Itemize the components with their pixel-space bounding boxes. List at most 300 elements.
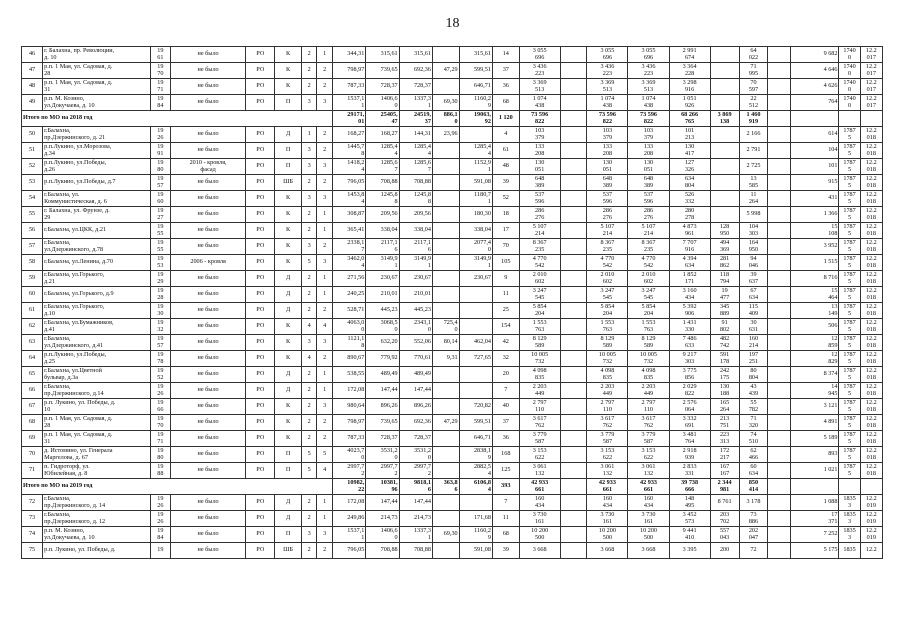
table-cell: 3 (317, 159, 333, 175)
table-cell: 19 84 (150, 527, 170, 543)
table-cell: 3 668 (519, 543, 560, 559)
table-cell: 130 417 (669, 143, 710, 159)
table-cell: 200 (710, 543, 739, 559)
table-cell (768, 207, 790, 223)
table-cell: 1835 3 (839, 527, 860, 543)
total-cell: 39 738 666 (669, 479, 710, 495)
table-cell (432, 511, 459, 527)
table-cell: 19 84 (150, 95, 170, 111)
table-cell: 12.2 017 (860, 95, 882, 111)
table-cell: 154 (492, 319, 519, 335)
table-cell: РО (246, 511, 275, 527)
table-cell: 69,30 (432, 95, 459, 111)
table-cell: 3 298 916 (669, 79, 710, 95)
table-cell (710, 159, 739, 175)
table-cell: 125 (492, 463, 519, 479)
table-cell: 74 (22, 527, 43, 543)
table-cell (432, 175, 459, 191)
table-cell: 9 441 410 (669, 527, 710, 543)
table-cell: 1 553 763 (628, 319, 669, 335)
table-cell: 2 (301, 175, 317, 191)
table-cell: К (275, 79, 302, 95)
table-cell: 63 (22, 335, 43, 351)
table-cell: 3 779 587 (628, 431, 669, 447)
table-cell: 12.2 018 (860, 223, 882, 239)
table-row (22, 351, 883, 367)
address-cell: р.п. 1 Мая, ул. Садовая, д. 28 (43, 415, 151, 431)
table-cell (768, 175, 790, 191)
table-cell: ШБ (275, 543, 302, 559)
table-cell: 19 71 (150, 431, 170, 447)
table-cell: 2006 - кровля (170, 255, 246, 271)
table-cell: 286 276 (519, 207, 560, 223)
total-cell (839, 111, 860, 127)
table-cell: 133 208 (519, 143, 560, 159)
table-cell: Д (275, 127, 302, 143)
address-cell: р.п. 1 Мая, ул. Садовая, д. 31 (43, 431, 151, 447)
table-cell: 12.2 017 (860, 47, 882, 63)
table-cell: Д (275, 271, 302, 287)
table-cell: 1787 5 (839, 431, 860, 447)
table-cell: 1787 5 (839, 127, 860, 143)
address-cell: г.Балахна, пр.Дзержинского, д. 12 (43, 511, 151, 527)
table-cell: 728,37 (399, 79, 432, 95)
total-cell (790, 111, 839, 127)
address-cell: г. Балахна, ул. Фрунзе, д. 29 (43, 207, 151, 223)
table-cell: 74 510 (739, 431, 768, 447)
table-cell: 128 950 (710, 223, 739, 239)
table-cell: 249,86 (332, 511, 365, 527)
table-cell: 2997,7 2 (399, 463, 432, 479)
table-cell: 980,64 (332, 399, 365, 415)
table-cell: 4 (301, 351, 317, 367)
table-cell: РО (246, 383, 275, 399)
total-label: Итого по МО на 2019 год (22, 479, 333, 495)
table-cell: 338,04 (459, 223, 492, 239)
table-cell: 11 264 (739, 191, 768, 207)
table-cell: 12.2 018 (860, 127, 882, 143)
table-cell: 1787 5 (839, 383, 860, 399)
table-cell: 4 (492, 127, 519, 143)
table-cell: 1787 5 (839, 319, 860, 335)
table-cell: 7 252 (790, 527, 839, 543)
table-cell: П (275, 527, 302, 543)
table-cell: 648 389 (519, 175, 560, 191)
table-cell (432, 47, 459, 63)
table-row (22, 127, 883, 143)
table-row (22, 399, 883, 415)
table-cell: 3 055 696 (587, 47, 628, 63)
table-cell: 8 374 (790, 367, 839, 383)
table-cell: 55 (22, 207, 43, 223)
table-cell: 7 (492, 495, 519, 511)
table-cell: 896,26 (399, 399, 432, 415)
table-cell: 2 203 449 (587, 383, 628, 399)
table-cell: 3531,2 0 (366, 447, 399, 463)
table-cell: не было (170, 63, 246, 79)
table-cell: 915 (790, 175, 839, 191)
table-cell: 2 (301, 287, 317, 303)
table-cell: 19 91 (150, 143, 170, 159)
table-cell: 552,06 (399, 335, 432, 351)
total-cell (860, 111, 882, 127)
table-cell (560, 511, 587, 527)
total-cell: 73 596 822 (628, 111, 669, 127)
table-cell: 2 203 449 (519, 383, 560, 399)
table-cell: 13 585 (739, 175, 768, 191)
table-cell: 23,96 (432, 127, 459, 143)
table-cell: 130 051 (587, 159, 628, 175)
total-cell (839, 479, 860, 495)
table-cell: 172 217 (710, 447, 739, 463)
table-cell: 1787 5 (839, 207, 860, 223)
table-cell: 104 (790, 143, 839, 159)
table-cell: 2 (301, 79, 317, 95)
table-cell: 2 991 674 (669, 47, 710, 63)
table-cell: 130 051 (628, 159, 669, 175)
table-cell: РО (246, 239, 275, 255)
table-cell: 12.2 018 (860, 303, 882, 319)
table-cell: не было (170, 95, 246, 111)
table-cell (560, 95, 587, 111)
table-cell: 3 (317, 399, 333, 415)
table-cell: 315,61 (366, 47, 399, 63)
table-cell: 5 175 (790, 543, 839, 559)
table-cell: 720,82 (459, 399, 492, 415)
table-cell: 68 (492, 95, 519, 111)
table-cell: 68 (22, 415, 43, 431)
table-cell: 73 886 (739, 511, 768, 527)
table-cell: 19 27 (150, 207, 170, 223)
table-cell: 1152,9 1 (459, 159, 492, 175)
table-cell: 1835 3 (839, 495, 860, 511)
table-cell: 60 (22, 287, 43, 303)
table-cell: 728,37 (399, 431, 432, 447)
table-cell: 2 797 110 (587, 399, 628, 415)
table-cell: 8 129 589 (587, 335, 628, 351)
table-cell: П (275, 447, 302, 463)
address-cell: г.Балахна, ул.Дзержинского, д.78 (43, 239, 151, 255)
table-cell: 7 (492, 383, 519, 399)
table-cell: 3 055 696 (628, 47, 669, 63)
table-cell: 12.2 017 (860, 63, 882, 79)
table-cell (560, 191, 587, 207)
table-cell: не было (170, 415, 246, 431)
table-cell: 10 005 732 (587, 351, 628, 367)
table-cell: 7 486 633 (669, 335, 710, 351)
table-cell: 2 (301, 399, 317, 415)
table-cell: 12.2 018 (860, 383, 882, 399)
address-cell: г.Балахна, ул. Коммунистическая, д. 6 (43, 191, 151, 207)
table-cell: не было (170, 447, 246, 463)
table-cell: 591 178 (710, 351, 739, 367)
table-cell: 2882,5 4 (459, 463, 492, 479)
table-cell: 308,87 (332, 207, 365, 223)
table-cell: 3 178 (739, 495, 768, 511)
table-cell: РО (246, 319, 275, 335)
table-cell: 12.2 018 (860, 159, 882, 175)
table-cell: 19 66 (150, 399, 170, 415)
total-cell: 19063, 92 (459, 111, 492, 127)
table-cell: 3 436 223 (587, 63, 628, 79)
address-cell: р.п. Лукино, ул. Победы, д. (43, 543, 151, 559)
table-row (22, 495, 883, 511)
table-cell: 19 57 (150, 335, 170, 351)
table-cell: 344,31 (332, 47, 365, 63)
total-cell: 1 460 919 (739, 111, 768, 127)
total-cell (860, 479, 882, 495)
table-cell (710, 127, 739, 143)
table-cell (459, 127, 492, 143)
table-cell: 2 (301, 383, 317, 399)
table-cell (459, 319, 492, 335)
table-cell: 3 332 691 (669, 415, 710, 431)
table-cell: 9 (492, 271, 519, 287)
table-row (22, 543, 883, 559)
table-cell: 3 617 762 (519, 415, 560, 431)
table-cell: 15 464 (790, 287, 839, 303)
table-cell: 3068,5 0 (366, 319, 399, 335)
table-cell: 2 (317, 143, 333, 159)
table-cell: 54 (22, 191, 43, 207)
table-cell: 1 088 (790, 495, 839, 511)
table-cell: 1406,6 0 (366, 527, 399, 543)
address-cell: р.п.Лукино, ул.Победы, д.7 (43, 175, 151, 191)
table-cell: 147,44 (399, 383, 432, 399)
table-cell: 2343,1 0 (399, 319, 432, 335)
table-cell: 1245,8 8 (366, 191, 399, 207)
table-cell: 1 (317, 383, 333, 399)
table-cell: 1245,8 8 (399, 191, 432, 207)
table-cell: 209,56 (399, 207, 432, 223)
table-cell: 19 32 (150, 319, 170, 335)
table-row (22, 367, 883, 383)
table-cell: 3 (317, 255, 333, 271)
table-cell: 890,67 (332, 351, 365, 367)
table-cell: 70 (22, 447, 43, 463)
table-cell: 75 (22, 543, 43, 559)
table-cell: 210,01 (399, 287, 432, 303)
table-cell (768, 431, 790, 447)
table-cell: 286 276 (628, 207, 669, 223)
table-cell: 19 52 (150, 367, 170, 383)
table-cell: РО (246, 351, 275, 367)
table-cell: 3149,9 1 (366, 255, 399, 271)
table-cell (560, 495, 587, 511)
table-cell: РО (246, 95, 275, 111)
table-cell: 3 668 (587, 543, 628, 559)
table-cell: 5 854 204 (519, 303, 560, 319)
table-cell: 893 (790, 447, 839, 463)
address-cell: г.Балахна, пр.Дзержинского, д.14 (43, 383, 151, 399)
table-cell: 2 (301, 511, 317, 527)
table-cell (768, 223, 790, 239)
table-cell: 764 (790, 95, 839, 111)
table-cell: 4 770 542 (519, 255, 560, 271)
total-cell: 9818,1 6 (399, 479, 432, 495)
table-cell: 489,49 (399, 367, 432, 383)
total-cell: 42 933 661 (519, 479, 560, 495)
table-cell: П (275, 159, 302, 175)
table-cell: К (275, 191, 302, 207)
table-cell: 3 (301, 239, 317, 255)
table-cell: не было (170, 399, 246, 415)
table-cell: 1 (301, 127, 317, 143)
total-cell: 393 (492, 479, 519, 495)
table-cell: 72 (22, 495, 43, 511)
table-cell: 3 247 545 (519, 287, 560, 303)
table-cell: 728,37 (366, 79, 399, 95)
table-cell: 798,97 (332, 415, 365, 431)
table-cell: 40 (492, 399, 519, 415)
total-cell (560, 479, 587, 495)
table-cell: 19 60 (150, 191, 170, 207)
table-cell: 19 26 (150, 383, 170, 399)
table-cell (432, 207, 459, 223)
table-cell: 3 247 545 (587, 287, 628, 303)
table-cell: 144,31 (399, 127, 432, 143)
table-cell: РО (246, 207, 275, 223)
table-cell: не было (170, 207, 246, 223)
table-cell: 12 829 (790, 351, 839, 367)
table-cell: 1453,8 4 (332, 191, 365, 207)
table-cell: 12.2 018 (860, 207, 882, 223)
table-cell: 3 668 (628, 543, 669, 559)
table-cell: не было (170, 431, 246, 447)
table-cell: 12.2 019 (860, 495, 882, 511)
table-cell (768, 383, 790, 399)
table-cell: Д (275, 303, 302, 319)
table-cell: 787,33 (332, 79, 365, 95)
table-cell: 3149,9 1 (399, 255, 432, 271)
total-label: Итого по МО на 2018 год (22, 111, 333, 127)
table-cell: 1787 5 (839, 159, 860, 175)
table-row (22, 207, 883, 223)
table-cell: 2 (301, 431, 317, 447)
table-cell: П (275, 143, 302, 159)
table-cell: 725,4 0 (432, 319, 459, 335)
table-cell: 214,73 (399, 511, 432, 527)
table-cell: 19 26 (150, 495, 170, 511)
table-cell: 57 (22, 239, 43, 255)
table-row (22, 175, 883, 191)
table-cell: 115 409 (739, 303, 768, 319)
table-cell (432, 271, 459, 287)
table-cell: РО (246, 191, 275, 207)
table-cell: 11 (492, 287, 519, 303)
table-cell: 32 (492, 351, 519, 367)
table-cell: 2 (301, 271, 317, 287)
table-cell: 1180,7 1 (459, 191, 492, 207)
table-cell: 19 88 (150, 463, 170, 479)
table-cell: 315,61 (399, 47, 432, 63)
table-cell: К (275, 351, 302, 367)
table-cell: 728,37 (366, 431, 399, 447)
table-cell: РО (246, 287, 275, 303)
table-cell: не было (170, 495, 246, 511)
table-cell: 2 (317, 303, 333, 319)
table-cell: 2 (317, 127, 333, 143)
table-cell: 2 918 939 (669, 447, 710, 463)
table-cell: 489,49 (366, 367, 399, 383)
table-cell: 2 (317, 63, 333, 79)
table-cell: 2 797 110 (628, 399, 669, 415)
table-cell: 103 379 (628, 127, 669, 143)
table-cell: 494 369 (710, 239, 739, 255)
table-cell: 4063,0 0 (332, 319, 365, 335)
table-cell (432, 495, 459, 511)
table-cell (560, 207, 587, 223)
table-cell: 2 (301, 367, 317, 383)
table-cell: 12.2 019 (860, 511, 882, 527)
table-row (22, 223, 883, 239)
table-cell: 3149,9 1 (459, 255, 492, 271)
table-cell: 5 107 214 (587, 223, 628, 239)
table-cell: 739,65 (366, 63, 399, 79)
table-row (22, 415, 883, 431)
table-cell: 19 477 (710, 287, 739, 303)
table-cell: 3 (301, 95, 317, 111)
table-cell: 4 098 835 (519, 367, 560, 383)
table-cell: П (275, 463, 302, 479)
table-cell (560, 335, 587, 351)
table-cell: 12.2 018 (860, 399, 882, 415)
table-cell: 2 010 602 (519, 271, 560, 287)
table-cell: 9,31 (432, 351, 459, 367)
table-cell: 52 (22, 159, 43, 175)
table-cell: 646,71 (459, 431, 492, 447)
table-cell: 12.2 018 (860, 367, 882, 383)
table-cell (432, 431, 459, 447)
table-cell: 1406,6 0 (366, 95, 399, 111)
table-cell: 3 952 (790, 239, 839, 255)
table-cell (768, 271, 790, 287)
table-cell: 5 (301, 447, 317, 463)
table-cell: 130 188 (710, 383, 739, 399)
table-cell: 22 512 (739, 95, 768, 111)
total-cell: 2 344 981 (710, 479, 739, 495)
table-cell: 286 276 (587, 207, 628, 223)
table-cell: не было (170, 239, 246, 255)
table-cell: 2 010 602 (628, 271, 669, 287)
table-cell: 1 (317, 511, 333, 527)
table-row (22, 143, 883, 159)
table-cell: 1787 5 (839, 271, 860, 287)
table-cell: 3 055 696 (519, 47, 560, 63)
table-cell: 39 637 (739, 271, 768, 287)
table-cell: 62 (22, 319, 43, 335)
table-cell: 11 (492, 511, 519, 527)
table-row (22, 303, 883, 319)
table-cell: 37 (492, 63, 519, 79)
table-cell (459, 303, 492, 319)
table-cell: 12.2 (860, 543, 882, 559)
table-cell: 52 (492, 191, 519, 207)
total-cell: 363,8 6 (432, 479, 459, 495)
table-cell: 2338,1 7 (332, 239, 365, 255)
table-cell: 5 854 204 (628, 303, 669, 319)
table-cell: 3 364 228 (669, 63, 710, 79)
table-cell: 214,73 (366, 511, 399, 527)
table-cell (768, 79, 790, 95)
table-cell: 3 (317, 95, 333, 111)
table-row (22, 255, 883, 271)
table-cell: не было (170, 527, 246, 543)
table-cell (560, 239, 587, 255)
table-cell: К (275, 223, 302, 239)
table-cell: 3 (301, 527, 317, 543)
table-cell: 1740 0 (839, 47, 860, 63)
